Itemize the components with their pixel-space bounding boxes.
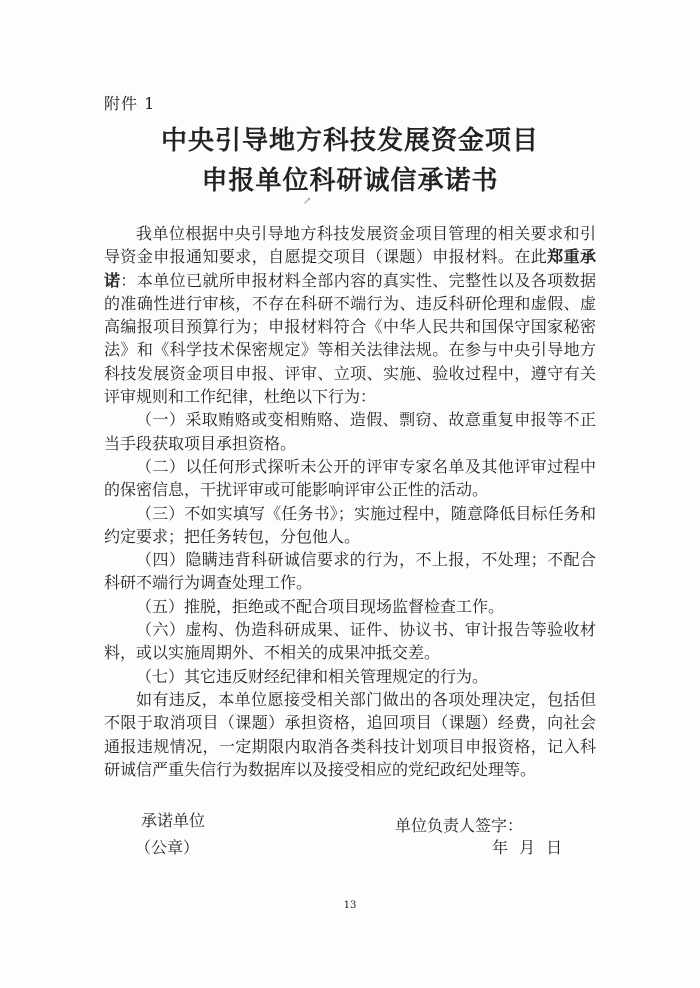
pen-mark: ↗ (303, 196, 312, 207)
item-4: （四）隐瞒违背科研诚信要求的行为，不上报，不处理；不配合科研不端行为调查处理工作。 (104, 550, 596, 593)
date-label: 年 月 日 (492, 838, 563, 857)
item-2: （二）以任何形式探听未公开的评审专家名单及其他评审过程中的保密信息，干扰评审或可能影响评审公正性的活动。 (104, 456, 596, 500)
commitment-body (104, 222, 596, 781)
intro-text-1: 我单位根据中央引导地方科技发展资金项目管理的相关要求和引导资金申报通知要求，自愿提交项目（课题）申报材料。在此 (104, 224, 596, 267)
commitment-unit-label: 承诺单位 (141, 811, 206, 830)
document-title-line1: 中央引导地方科技发展资金项目 (160, 126, 539, 156)
intro-paragraph (104, 222, 596, 408)
closing-paragraph: 如有违反，本单位愿接受相关部门做出的各项处理决定，包括但不限于取消项目（课题）承担资格，追回项目（课题）经费，向社会通报违规情况，一定期限内取消各类科技计划项目申报资格，记入科研诚信严重失信行为数据库以及接受相应的党纪政纪处理等。 (104, 689, 596, 779)
document-title-line2: 申报单位科研诚信承诺书 (201, 166, 499, 196)
item-7: （七）其它违反财经纪律和相关管理规定的行为。 (136, 666, 489, 686)
responsible-signature-label: 单位负责人签字： (395, 816, 524, 835)
intro-text-2: ：本单位已就所申报材料全部内容的真实性、完整性以及各项数据的准确性进行审核，不存在科研不端行为、违反科研伦理和虚假、虚高编报项目预算行为；申报材料符合《中华人民共和国保守国家秘密法》和《科学技术保密规定》等相关法律法规。在参与中央引导地方科技发展资金项目申报、评审、立项、实施、验收过程中，遵守有关评审规则和工作纪律，杜绝以下行为： (104, 270, 596, 407)
item-3: （三）不如实填写《任务书》；实施过程中，随意降低目标任务和约定要求；把任务转包，分包他人。 (104, 503, 596, 546)
item-6: （六）虚构、伪造科研成果、证件、协议书、审计报告等验收材料，或以实施周期外、不相关的成果冲抵交差。 (104, 620, 596, 663)
attachment-label: 附件 1 (104, 94, 156, 113)
seal-label: （公章） (135, 838, 200, 857)
item-1: （一）采取贿赂或变相贿赂、造假、剽窃、故意重复申报等不正当手段获取项目承担资格。 (104, 410, 596, 453)
intro-bold-text: 郑重承诺 (104, 247, 596, 290)
page-number: 13 (343, 900, 357, 911)
item-5: （五）推脱，拒绝或不配合项目现场监督检查工作。 (136, 596, 505, 616)
